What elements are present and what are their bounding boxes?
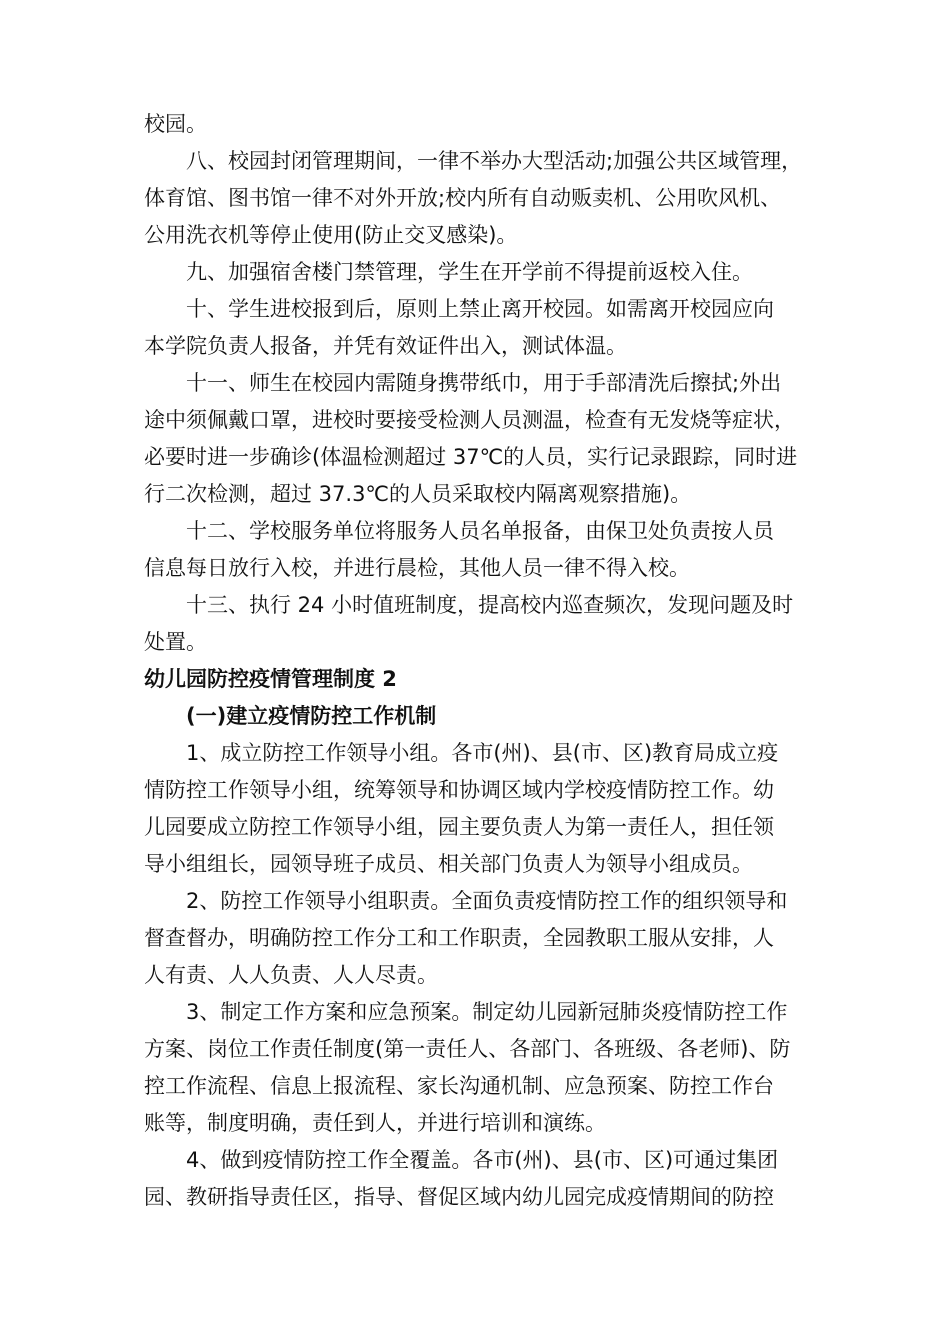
paragraph-start-line: 十一、师生在校园内需随身携带纸巾，用于手部清洗后擦拭;外出 xyxy=(186,371,782,395)
text-line: 儿园要成立防控工作领导小组，园主要负责人为第一责任人，担任领 xyxy=(144,815,774,839)
text-line: 信息每日放行入校，并进行晨检，其他人员一律不得入校。 xyxy=(144,556,690,580)
paragraph-start-line: 十二、学校服务单位将服务人员名单报备，由保卫处负责按人员 xyxy=(186,519,774,543)
text-line: 导小组组长，园领导班子成员、相关部门负责人为领导小组成员。 xyxy=(144,852,753,876)
document-body xyxy=(144,106,834,1216)
text-line: 情防控工作领导小组，统筹领导和协调区域内学校疫情防控工作。幼 xyxy=(144,778,774,802)
text-line: 公用洗衣机等停止使用(防止交叉感染)。 xyxy=(144,223,518,247)
text-line: 督查督办，明确防控工作分工和工作职责，全园教职工服从安排，人 xyxy=(144,926,774,950)
text-line: 园、教研指导责任区，指导、督促区域内幼儿园完成疫情期间的防控 xyxy=(144,1185,774,1209)
paragraph-start-line: 十三、执行 24 小时值班制度，提高校内巡查频次，发现问题及时 xyxy=(186,593,794,617)
text-line: 本学院负责人报备，并凭有效证件出入，测试体温。 xyxy=(144,334,627,358)
paragraph-start-line: 八、校园封闭管理期间，一律不举办大型活动;加强公共区域管理， xyxy=(186,149,803,173)
text-line: 人有责、人人负责、人人尽责。 xyxy=(144,963,438,987)
text-line: 方案、岗位工作责任制度(第一责任人、各部门、各班级、各老师)、防 xyxy=(144,1037,791,1061)
paragraph-start-line: 十、学生进校报到后，原则上禁止离开校园。如需离开校园应向 xyxy=(186,297,774,321)
text-line: 校园。 xyxy=(144,112,207,136)
subsection-heading: (一)建立疫情防控工作机制 xyxy=(186,704,437,728)
paragraph-start-line: 九、加强宿舍楼门禁管理，学生在开学前不得提前返校入住。 xyxy=(186,260,753,284)
text-line: 处置。 xyxy=(144,630,207,654)
text-line: 体育馆、图书馆一律不对外开放;校内所有自动贩卖机、公用吹风机、 xyxy=(144,186,782,210)
section-heading: 幼儿园防控疫情管理制度 2 xyxy=(144,667,397,691)
text-line: 必要时进一步确诊(体温检测超过 37℃的人员，实行记录跟踪，同时进 xyxy=(144,445,798,469)
paragraph-start-line: 1、成立防控工作领导小组。各市(州)、县(市、区)教育局成立疫 xyxy=(186,741,779,765)
text-line: 控工作流程、信息上报流程、家长沟通机制、应急预案、防控工作台 xyxy=(144,1074,774,1098)
text-line: 行二次检测，超过 37.3℃的人员采取校内隔离观察措施)。 xyxy=(144,482,692,506)
paragraph-start-line: 4、做到疫情防控工作全覆盖。各市(州)、县(市、区)可通过集团 xyxy=(186,1148,779,1172)
text-line: 途中须佩戴口罩，进校时要接受检测人员测温，检查有无发烧等症状， xyxy=(144,408,795,432)
paragraph-start-line: 3、制定工作方案和应急预案。制定幼儿园新冠肺炎疫情防控工作 xyxy=(186,1000,788,1024)
text-line: 账等，制度明确，责任到人，并进行培训和演练。 xyxy=(144,1111,606,1135)
paragraph-start-line: 2、防控工作领导小组职责。全面负责疫情防控工作的组织领导和 xyxy=(186,889,788,913)
